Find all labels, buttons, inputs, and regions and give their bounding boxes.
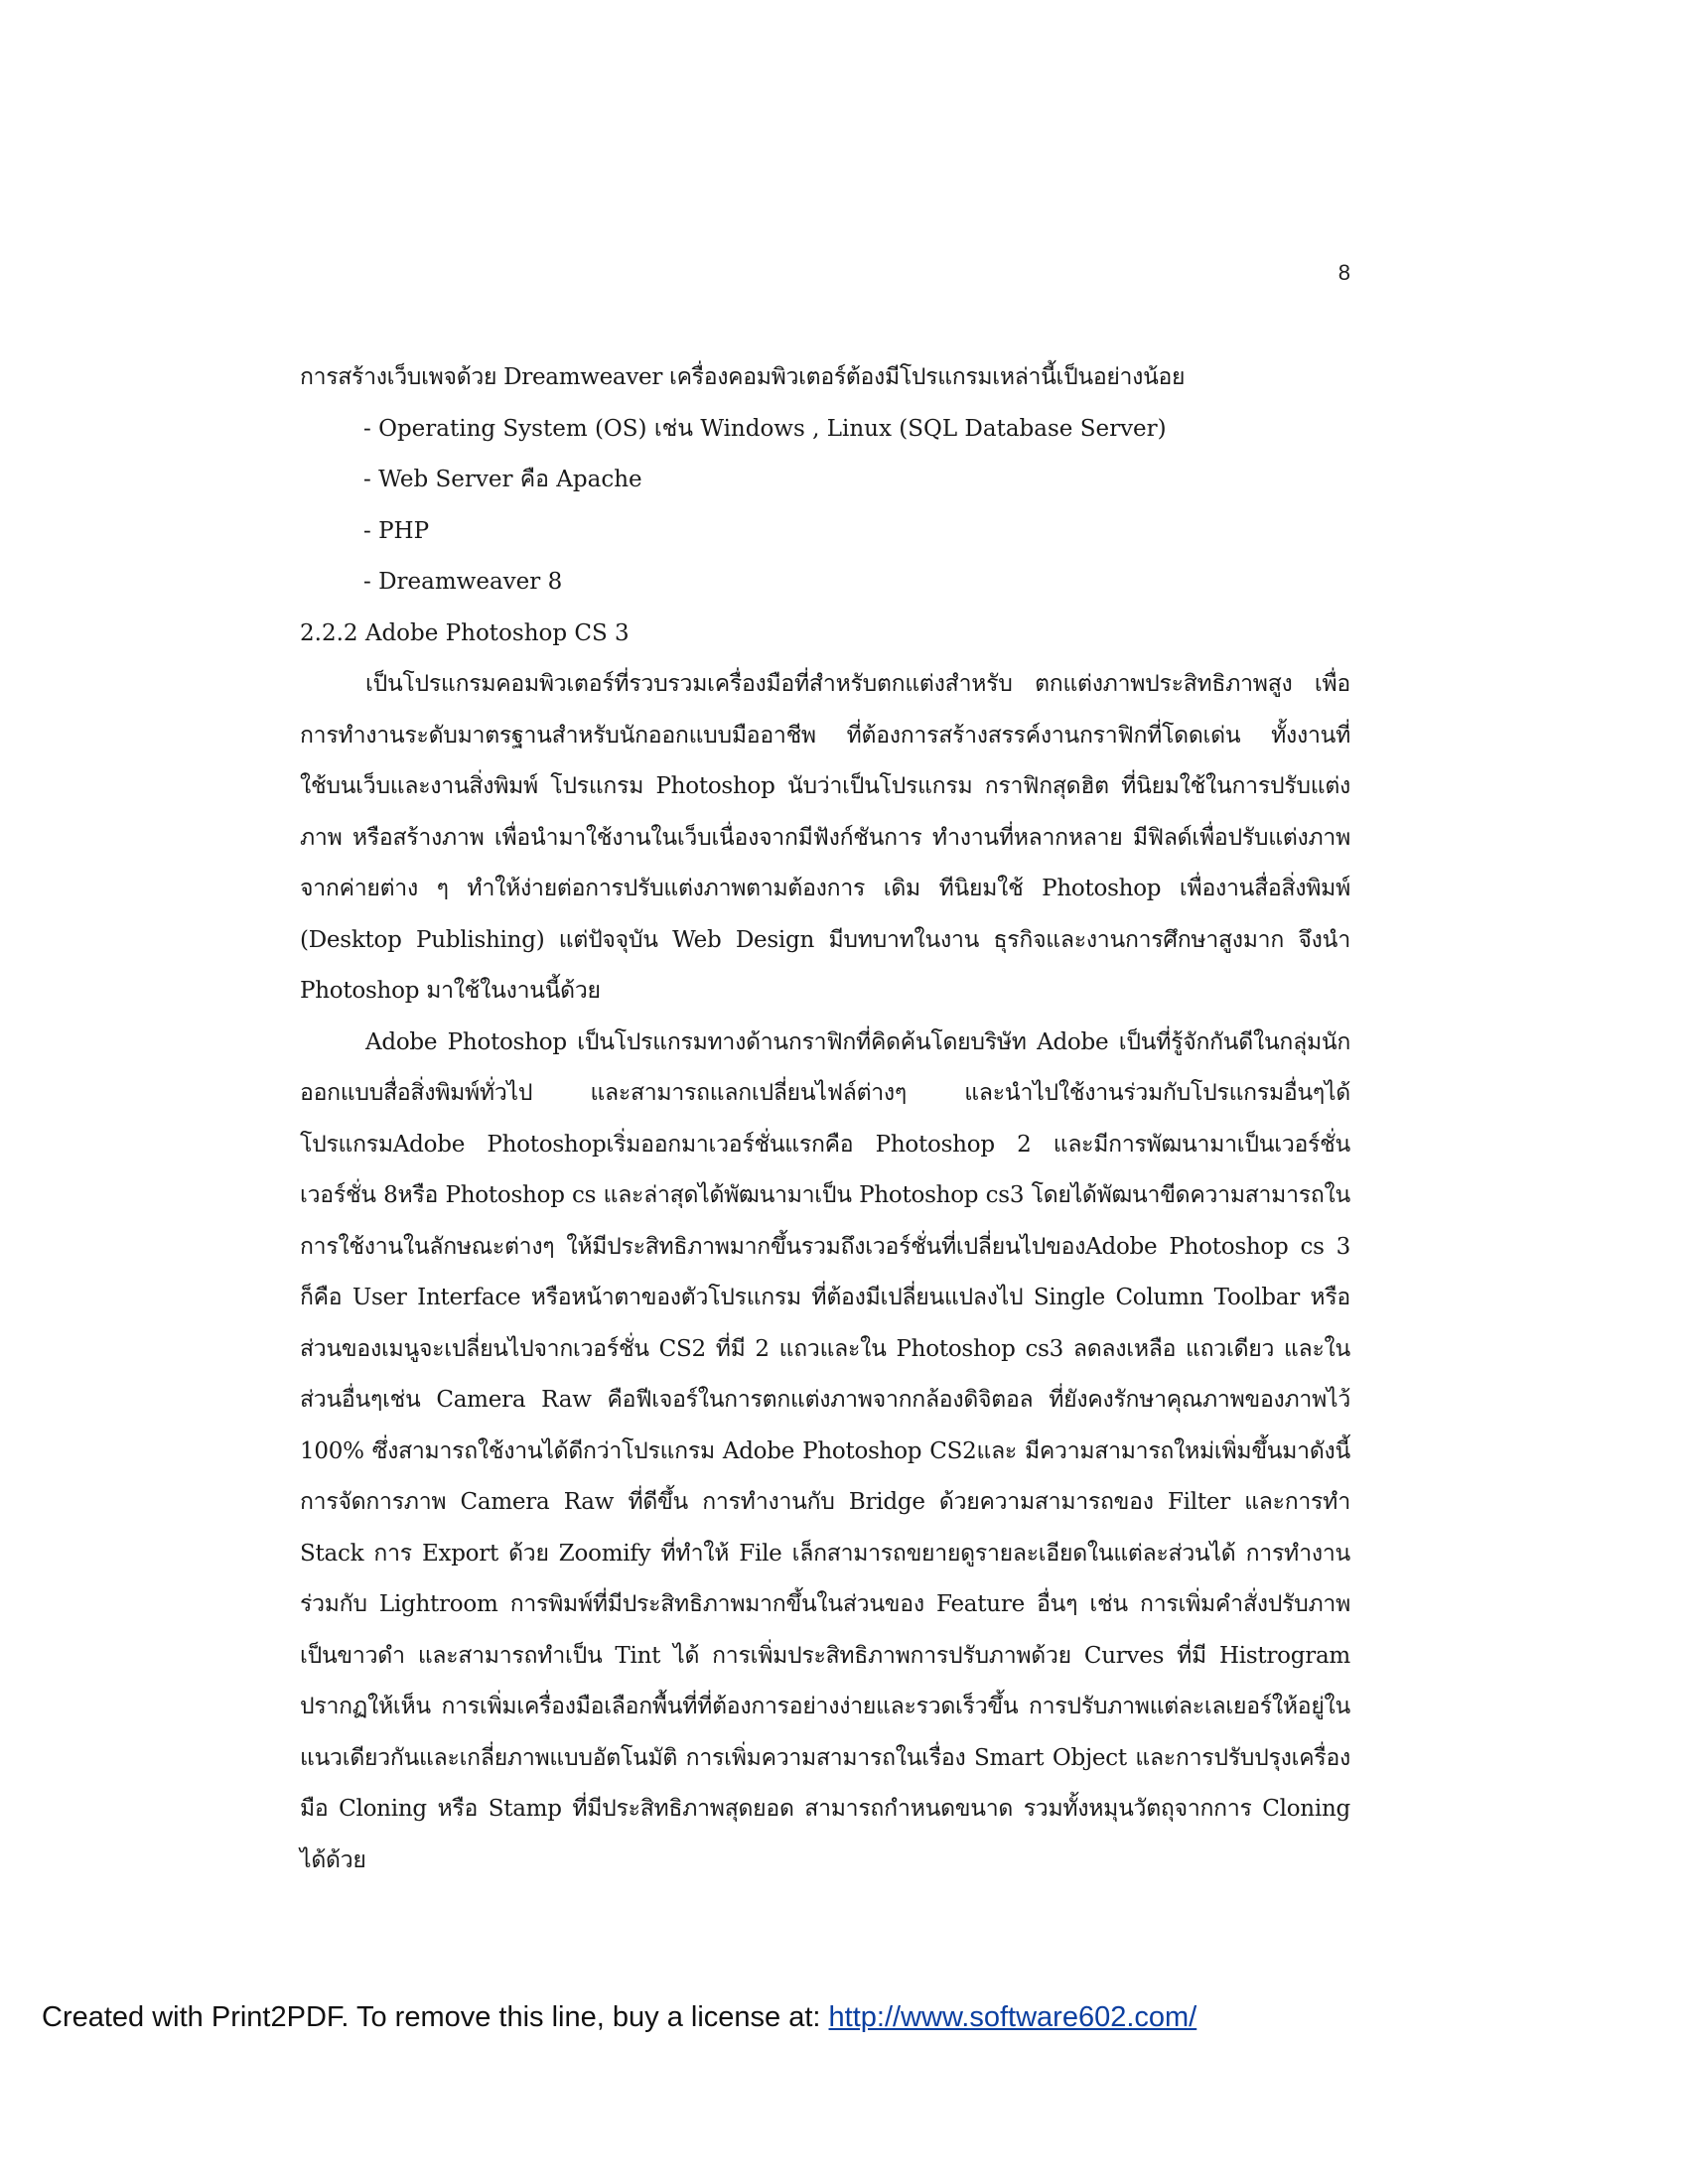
footer-license-link[interactable]: http://www.software602.com/ — [828, 2001, 1197, 2033]
footer-text: Created with Print2PDF. To remove this line, buy a license at: — [42, 2001, 829, 2033]
page-number: 8 — [1337, 260, 1350, 285]
list-item: - PHP — [363, 517, 430, 544]
intro-text: การสร้างเว็บเพจด้วย Dreamweaver เครื่องคอมพิวเตอร์ต้องมีโปรแกรมเหล่านี้เป็นอย่างน้อย — [300, 364, 1186, 390]
paragraph-photoshop-features: Adobe Photoshop เป็นโปรแกรมทางด้านกราฟิกที่คิดค้นโดยบริษัท Adobe เป็นที่รู้จักกันดีในกลุ่มนักออกแบบสื่อสิ่งพิมพ์ทั่วไป และสามารถแลกเปลี่ยนไฟล์ต่างๆ และนำไปใช้งานร่วมกับโปรแกรมอื่นๆได้ โปรแกรมAdobe Photoshopเริ่มออกมาเวอร์ชั่นแรกคือ Photoshop 2 และมีการพัฒนามาเป็นเวอร์ชั่นเวอร์ชั่น 8หรือ Photoshop cs และล่าสุดได้พัฒนามาเป็น Photoshop cs3 โดยได้พัฒนาขีดความสามารถในการใช้งานในลักษณะต่างๆ ให้มีประสิทธิภาพมากขึ้นรวมถึงเวอร์ชั่นที่เปลี่ยนไปของAdobe Photoshop cs 3 ก็คือ User Interface หรือหน้าตาของตัวโปรแกรม ที่ต้องมีเปลี่ยนแปลงไป Single Column Toolbar หรือส่วนของเมนูจะเปลี่ยนไปจากเวอร์ชั่น CS2 ที่มี 2 แถวและใน Photoshop cs3 ลดลงเหลือ แถวเดียว และในส่วนอื่นๆเช่น Camera Raw คือฟีเจอร์ในการตกแต่งภาพจากกล้องดิจิตอล ที่ยังคงรักษาคุณภาพของภาพไว้ 100% ซึ่งสามารถใช้งานได้ดีกว่าโปรแกรม Adobe Photoshop CS2และ มีความสามารถใหม่เพิ่มขึ้นมาดังนี้ การจัดการภาพ Camera Raw ที่ดีขึ้น การทำงานกับ Bridge ด้วยความสามารถของ Filter และการทำ Stack การ Export ด้วย Zoomify ที่ทำให้ File เล็กสามารถขยายดูรายละเอียดในแต่ละส่วนได้ การทำงานร่วมกับ Lightroom การพิมพ์ที่มีประสิทธิภาพมากขึ้นในส่วนของ Feature อื่นๆ เช่น การเพิ่มคำสั่งปรับภาพเป็นขาวดำ และสามารถทำเป็น Tint ได้ การเพิ่มประสิทธิภาพการปรับภาพด้วย Curves ที่มี Histrogram ปรากฏให้เห็น การเพิ่มเครื่องมือเลือกพื้นที่ที่ต้องการอย่างง่ายและรวดเร็วขึ้น การปรับภาพแต่ละเลเยอร์ให้อยู่ในแนวเดียวกันและเกลี่ยภาพแบบอัตโนมัติ การเพิ่มความสามารถในเรื่อง Smart Object และการปรับปรุงเครื่องมือ Cloning หรือ Stamp ที่มีประสิทธิภาพสุดยอด สามารถกำหนดขนาด รวมทั้งหมุนวัตถุจากการ Cloning ได้ด้วย — [300, 1028, 1350, 1873]
list-item: - Operating System (OS) เช่น Windows , Linux (SQL Database Server) — [363, 415, 1167, 442]
requirements-list — [300, 404, 1350, 609]
list-item: - Dreamweaver 8 — [363, 569, 563, 595]
section-heading: 2.2.2 Adobe Photoshop CS 3 — [300, 619, 630, 646]
paragraph-photoshop-overview: เป็นโปรแกรมคอมพิวเตอร์ที่รวบรวมเครื่องมือที่สำหรับตกแต่งสำหรับ ตกแต่งภาพประสิทธิภาพสูง เพื่อการทำงานระดับมาตรฐานสำหรับนักออกแบบมืออาชีพ ที่ต้องการสร้างสรรค์งานกราฟิกที่โดดเด่น ทั้งงานที่ใช้บนเว็บและงานสิ่งพิมพ์ โปรแกรม Photoshop นับว่าเป็นโปรแกรม กราฟิกสุดฮิต ที่นิยมใช้ในการปรับแต่งภาพ หรือสร้างภาพ เพื่อนำมาใช้งานในเว็บเนื่องจากมีฟังก์ชันการ ทำงานที่หลากหลาย มีฟิลด์เพื่อปรับแต่งภาพจากค่ายต่าง ๆ ทำให้ง่ายต่อการปรับแต่งภาพตามต้องการ เดิม ทีนิยมใช้ Photoshop เพื่องานสื่อสิ่งพิมพ์ (Desktop Publishing) แต่ปัจจุบัน Web Design มีบทบาทในงาน ธุรกิจและงานการศึกษาสูงมาก จึงนำ Photoshop มาใช้ในงานนี้ด้วย — [300, 671, 1350, 1004]
list-item: - Web Server คือ Apache — [363, 467, 642, 492]
document-body — [300, 352, 1350, 1886]
print2pdf-footer — [42, 2001, 1196, 2034]
